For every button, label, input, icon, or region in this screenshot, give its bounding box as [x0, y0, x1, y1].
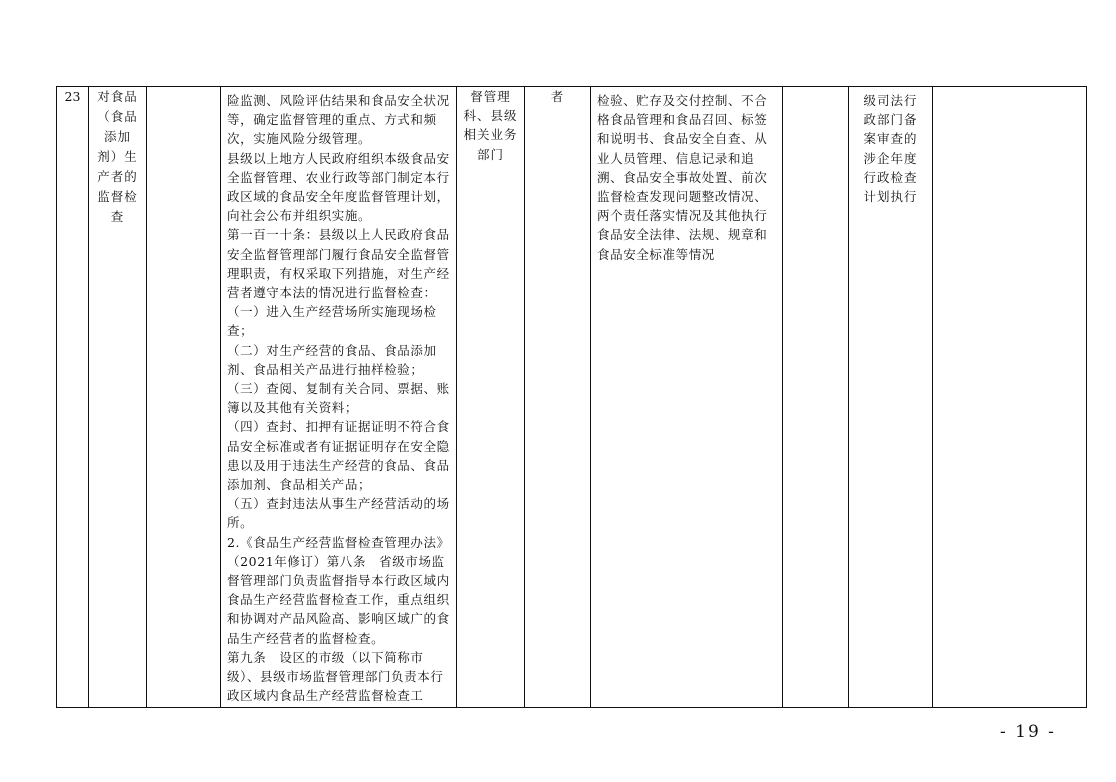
- row-number: 23: [57, 87, 89, 708]
- basis-paragraph: （五）查封违法从事生产经营活动的场所。: [227, 496, 450, 531]
- basis-text: [221, 87, 456, 706]
- basis-paragraph: 第九条 设区的市级（以下简称市级）、县级市场监督管理部门负责本行政区域内食品生产经营监督检查工: [227, 649, 444, 704]
- inspection-table: [56, 86, 1087, 708]
- basis-paragraph: （三）查阅、复制有关合同、票据、账簿以及其他有关资料；: [227, 381, 450, 416]
- object-cell: [525, 87, 591, 708]
- department-cell: [457, 87, 525, 708]
- basis-paragraph: 第一百一十条：县级以上人民政府食品安全监督管理部门履行食品安全监督管理职责，有权采取下列措施，对生产经营者遵守本法的情况进行监督检查：: [227, 227, 450, 301]
- basis-cell: [221, 87, 457, 708]
- basis-paragraph: 县级以上地方人民政府组织本级食品安全监督管理、农业行政等部门制定本行政区域的食品安全年度监督管理计划，向社会公布并组织实施。: [227, 150, 450, 224]
- department-text: 督管理科、县级相关业务部门: [463, 89, 518, 162]
- page-number: - 19 -: [1000, 722, 1056, 742]
- item-name: 对食品（食品添加剂）生产者的监督检查: [97, 89, 138, 224]
- content-cell: [591, 87, 783, 708]
- item-name-cell: [89, 87, 147, 708]
- record-cell: [849, 87, 933, 708]
- basis-paragraph: （一）进入生产经营场所实施现场检查；: [227, 304, 437, 339]
- empty-cell: [933, 87, 1087, 708]
- basis-paragraph: 险监测、风险评估结果和食品安全状况等，确定监督管理的重点、方式和频次，实施风险分级管理。: [227, 93, 450, 147]
- empty-cell: [783, 87, 849, 708]
- object-text: 者: [550, 89, 565, 104]
- basis-paragraph: （二）对生产经营的食品、食品添加剂、食品相关产品进行抽样检验；: [227, 342, 437, 377]
- basis-paragraph: 2.《食品生产经营监督检查管理办法》（2021年修订）第八条 省级市场监督管理部门负责监督指导本行政区域内食品生产经营监督检查工作，重点组织和协调对产品风险高、影响区域广的食品生产经营者的监督检查。: [227, 534, 450, 646]
- table-row: [57, 87, 1087, 708]
- basis-paragraph: （四）查封、扣押有证据证明不符合食品安全标准或者有证据证明存在安全隐患以及用于违法生产经营的食品、食品添加剂、食品相关产品；: [227, 419, 450, 493]
- record-text: 级司法行政部门备案审查的涉企年度行政检查计划执行: [863, 93, 918, 205]
- content-text: 检验、贮存及交付控制、不合格食品管理和食品召回、标签和说明书、食品安全自查、从业人员管理、信息记录和追溯、食品安全事故处置、前次监督检查发现问题整改情况、两个责任落实情况及其他执行食品安全法律、法规、规章和食品安全标准等情况: [597, 93, 768, 262]
- empty-cell: [147, 87, 221, 708]
